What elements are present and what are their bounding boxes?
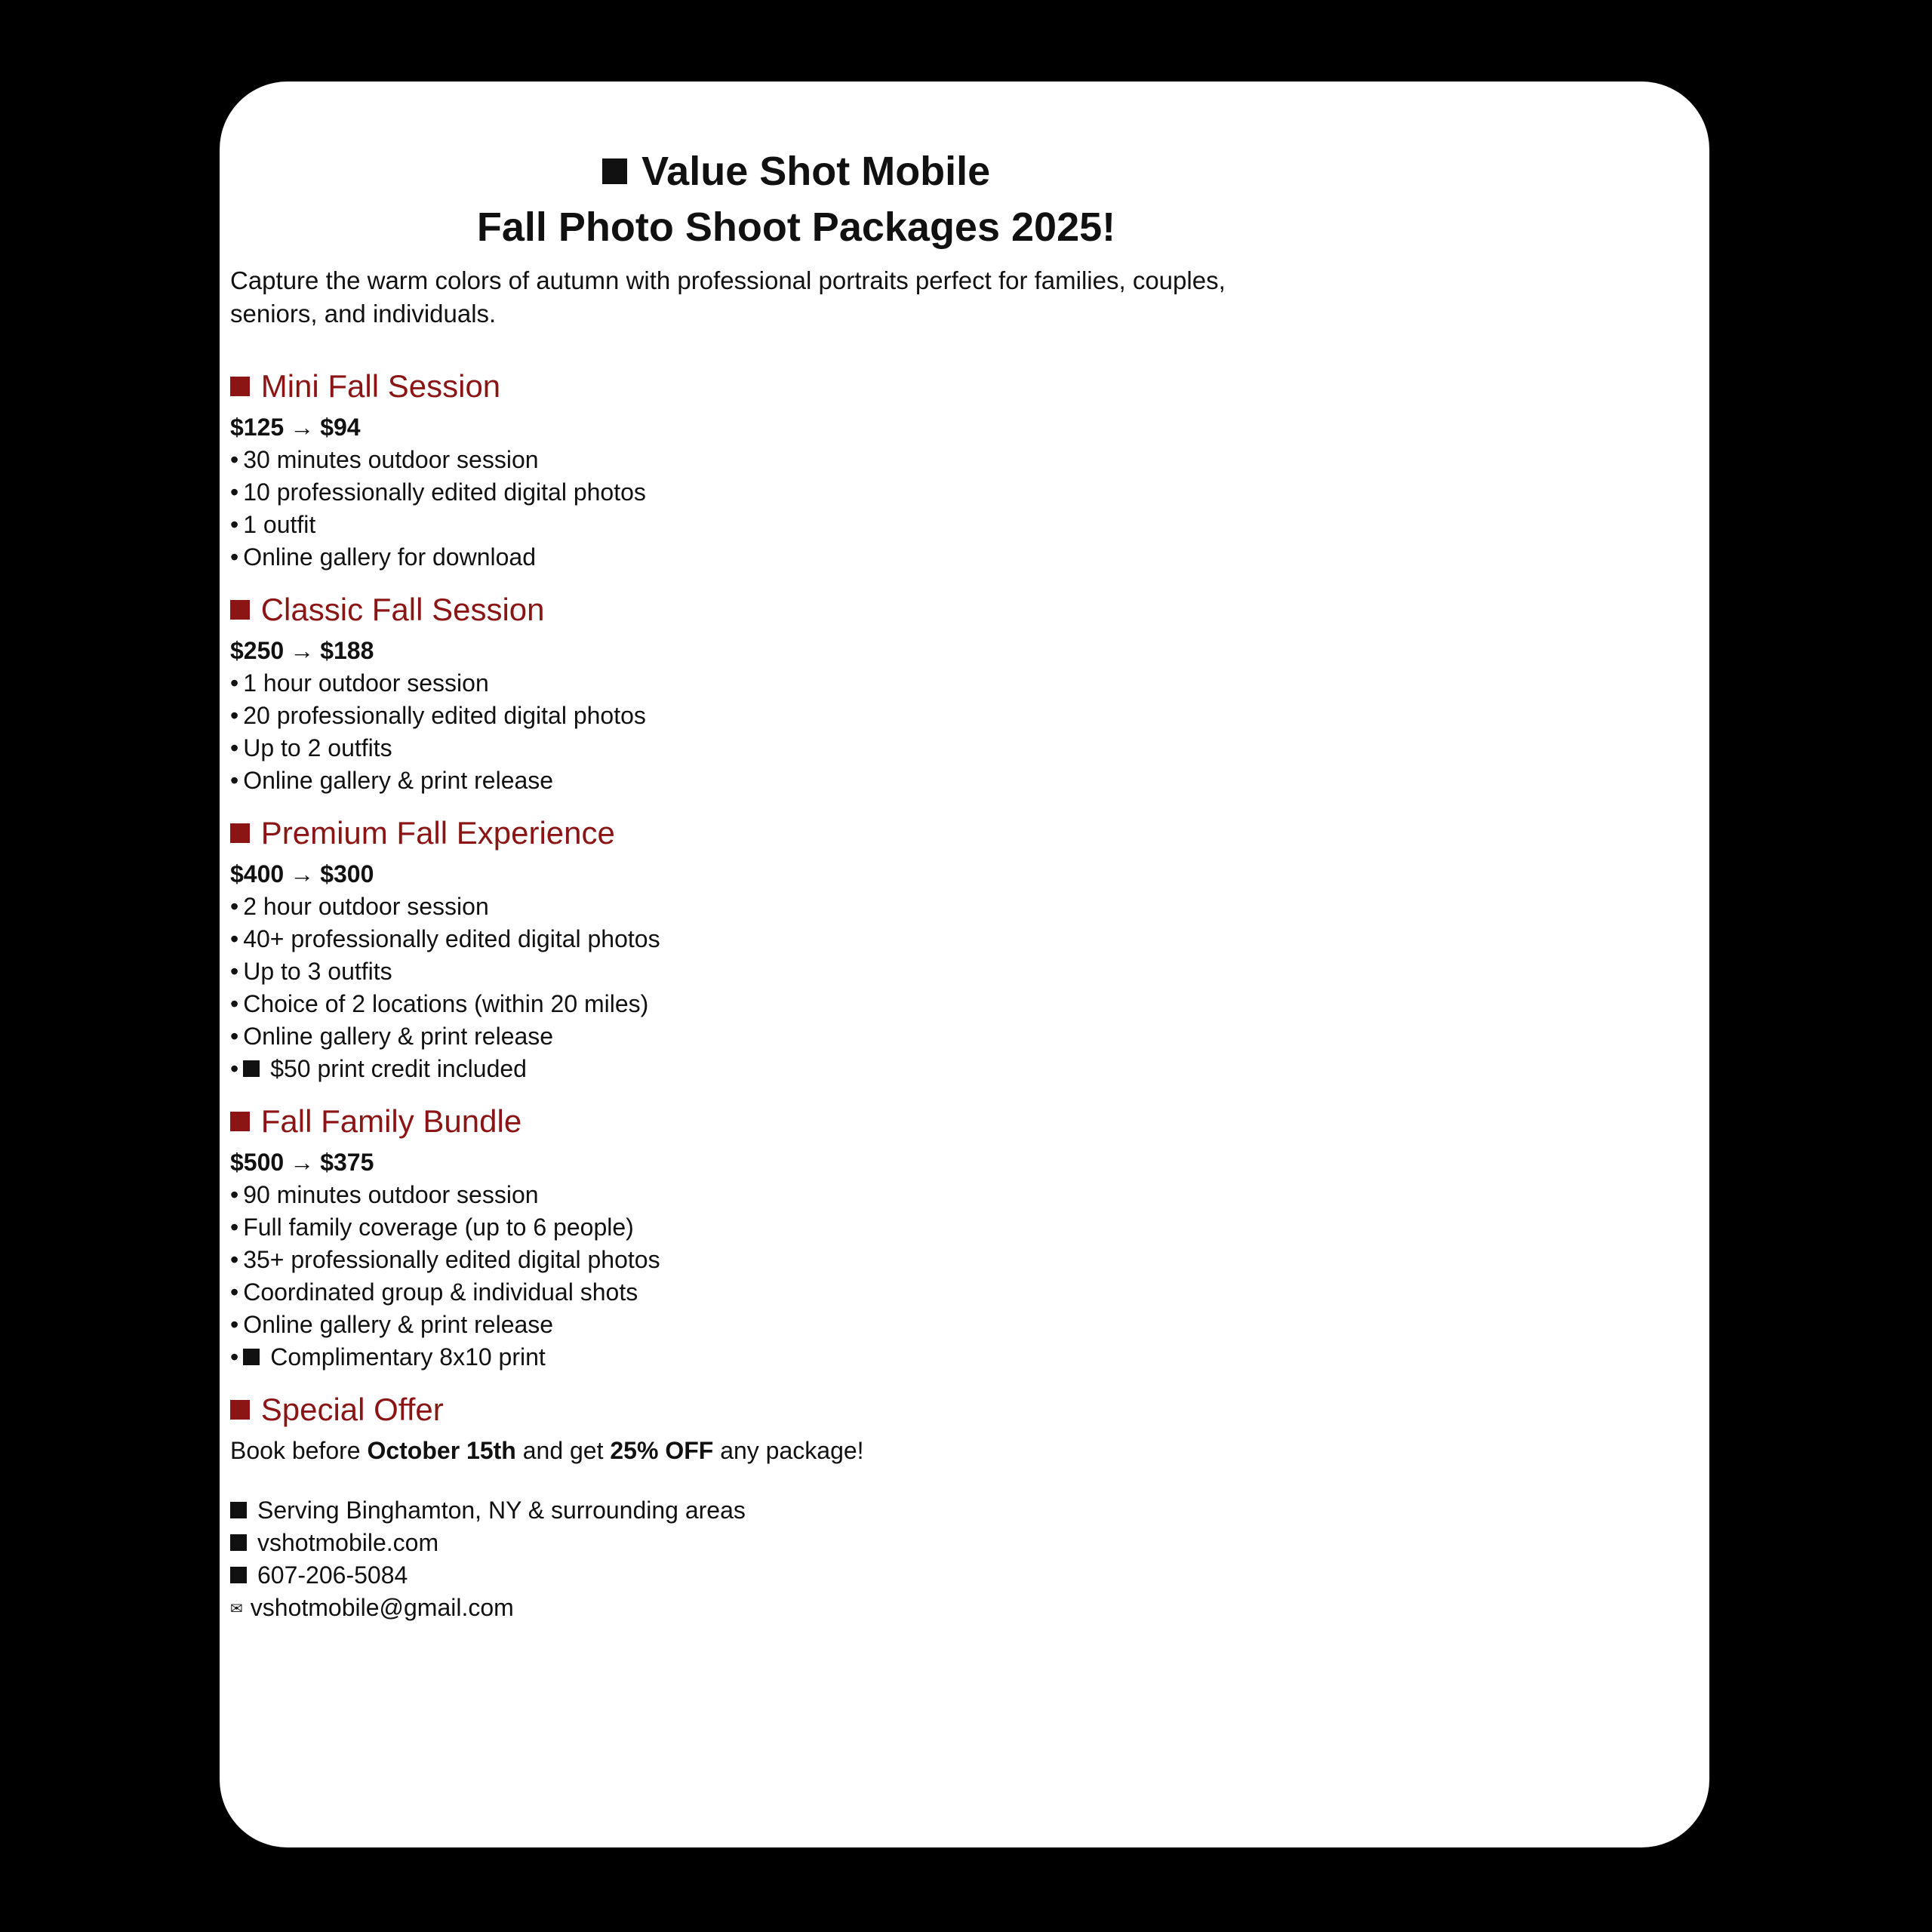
bullet-icon: • <box>230 1311 239 1338</box>
phone-text[interactable]: 607-206-5084 <box>257 1561 408 1589</box>
package-price <box>230 857 1287 891</box>
special-offer-heading <box>230 1389 1287 1431</box>
page-title: Fall Photo Shoot Packages 2025! <box>476 205 1116 250</box>
square-icon <box>230 1112 250 1131</box>
bullet-icon: • <box>230 958 239 985</box>
special-offer <box>230 1389 1287 1467</box>
list-item <box>230 764 1287 797</box>
package-price <box>230 634 1287 667</box>
offer-text-before: Book before <box>230 1437 368 1464</box>
feature-text: 40+ professionally edited digital photos <box>243 925 660 952</box>
bullet-icon: • <box>230 893 239 920</box>
square-icon <box>230 377 250 396</box>
package-name: Premium Fall Experience <box>260 815 615 851</box>
bullet-icon: • <box>230 1055 239 1082</box>
price-old: $400 <box>230 860 285 888</box>
list-item <box>230 923 1287 955</box>
bullet-icon: • <box>230 1214 239 1241</box>
package-name: Fall Family Bundle <box>260 1103 522 1139</box>
price-new: $300 <box>320 860 374 888</box>
package-mini <box>230 365 1287 574</box>
feature-list <box>230 667 1287 797</box>
offer-text-middle: and get <box>515 1437 611 1464</box>
bullet-icon: • <box>230 1181 239 1208</box>
bullet-icon: • <box>230 1278 239 1306</box>
square-icon <box>230 1400 250 1420</box>
bullet-icon: • <box>230 543 239 571</box>
list-item <box>230 1053 1287 1085</box>
feature-text: 20 professionally edited digital photos <box>243 702 646 729</box>
feature-text: $50 print credit included <box>270 1055 527 1082</box>
price-old: $250 <box>230 637 285 664</box>
feature-text: Online gallery & print release <box>243 1311 554 1338</box>
contact-info <box>230 1494 1287 1626</box>
package-name: Mini Fall Session <box>260 368 501 404</box>
email-link[interactable] <box>230 1592 1287 1626</box>
phone-icon <box>230 1567 247 1583</box>
list-item <box>230 1309 1287 1341</box>
square-icon <box>243 1060 260 1077</box>
brand-title <box>230 143 1287 199</box>
flyer-content <box>230 143 1287 1626</box>
feature-text: Choice of 2 locations (within 20 miles) <box>243 990 649 1017</box>
offer-discount: 25% OFF <box>610 1437 714 1464</box>
bullet-icon: • <box>230 767 239 794</box>
price-old: $125 <box>230 414 285 441</box>
special-offer-text <box>230 1434 1287 1467</box>
service-area-text: Serving Binghamton, NY & surrounding areas <box>257 1497 746 1524</box>
list-item <box>230 732 1287 764</box>
special-offer-title: Special Offer <box>260 1392 444 1427</box>
list-item <box>230 1211 1287 1244</box>
feature-list <box>230 891 1287 1085</box>
price-new: $375 <box>320 1149 374 1176</box>
location-icon <box>230 1502 247 1518</box>
bullet-icon: • <box>230 925 239 952</box>
feature-text: Complimentary 8x10 print <box>270 1343 546 1371</box>
feature-text: Coordinated group & individual shots <box>243 1278 638 1306</box>
package-price <box>230 411 1287 444</box>
list-item <box>230 444 1287 476</box>
bullet-icon: • <box>230 990 239 1017</box>
list-item <box>230 955 1287 988</box>
package-classic <box>230 589 1287 797</box>
bullet-icon: • <box>230 1246 239 1273</box>
list-item <box>230 509 1287 541</box>
feature-text: Online gallery & print release <box>243 767 554 794</box>
feature-text: Up to 2 outfits <box>243 734 392 761</box>
bullet-icon: • <box>230 1343 239 1371</box>
feature-text: Up to 3 outfits <box>243 958 392 985</box>
square-icon <box>230 600 250 620</box>
list-item <box>230 700 1287 732</box>
list-item <box>230 1179 1287 1211</box>
package-price <box>230 1146 1287 1179</box>
square-icon <box>243 1349 260 1365</box>
price-new: $94 <box>320 414 361 441</box>
feature-text: 90 minutes outdoor session <box>243 1181 539 1208</box>
bullet-icon: • <box>230 734 239 761</box>
intro-text: Capture the warm colors of autumn with professional portraits perfect for families, couples, seniors, and individuals. <box>230 266 1226 328</box>
bullet-icon: • <box>230 669 239 697</box>
square-icon <box>602 158 627 183</box>
square-icon <box>230 823 250 843</box>
bullet-icon: • <box>230 446 239 473</box>
offer-deadline: October 15th <box>367 1437 516 1464</box>
price-old: $500 <box>230 1149 285 1176</box>
feature-text: 2 hour outdoor session <box>243 893 489 920</box>
feature-text: 1 outfit <box>243 511 316 538</box>
package-premium <box>230 812 1287 1085</box>
service-area <box>230 1494 1287 1527</box>
bullet-icon: • <box>230 478 239 506</box>
feature-text: Online gallery for download <box>243 543 536 571</box>
offer-text-after: any package! <box>713 1437 864 1464</box>
arrow-right-icon: → <box>290 1149 315 1176</box>
feature-text: 10 professionally edited digital photos <box>243 478 646 506</box>
bullet-icon: • <box>230 702 239 729</box>
package-family <box>230 1100 1287 1374</box>
email-text[interactable]: vshotmobile@gmail.com <box>250 1594 514 1621</box>
website-link[interactable] <box>230 1527 1287 1559</box>
website-text[interactable]: vshotmobile.com <box>257 1529 439 1556</box>
arrow-right-icon: → <box>290 414 315 441</box>
feature-text: 30 minutes outdoor session <box>243 446 539 473</box>
feature-list <box>230 444 1287 574</box>
list-item <box>230 891 1287 923</box>
brand-name: Value Shot Mobile <box>641 149 991 194</box>
feature-text: Online gallery & print release <box>243 1023 554 1050</box>
price-new: $188 <box>320 637 374 664</box>
package-heading <box>230 365 1287 408</box>
feature-list <box>230 1179 1287 1374</box>
list-item <box>230 988 1287 1020</box>
bullet-icon: • <box>230 1023 239 1050</box>
arrow-right-icon: → <box>290 637 315 664</box>
list-item <box>230 667 1287 700</box>
bullet-icon: • <box>230 511 239 538</box>
list-item <box>230 1020 1287 1053</box>
list-item <box>230 1244 1287 1276</box>
list-item <box>230 541 1287 574</box>
arrow-right-icon: → <box>290 860 315 888</box>
package-heading <box>230 1100 1287 1143</box>
envelope-icon: ✉ <box>230 1601 243 1617</box>
feature-text: 1 hour outdoor session <box>243 669 489 697</box>
list-item <box>230 1276 1287 1309</box>
package-name: Classic Fall Session <box>260 592 545 627</box>
feature-text: Full family coverage (up to 6 people) <box>243 1214 634 1241</box>
list-item <box>230 1341 1287 1374</box>
feature-text: 35+ professionally edited digital photos <box>243 1246 660 1273</box>
phone-link[interactable] <box>230 1559 1287 1592</box>
list-item <box>230 476 1287 509</box>
globe-icon <box>230 1534 247 1551</box>
package-heading <box>230 812 1287 854</box>
package-heading <box>230 589 1287 631</box>
